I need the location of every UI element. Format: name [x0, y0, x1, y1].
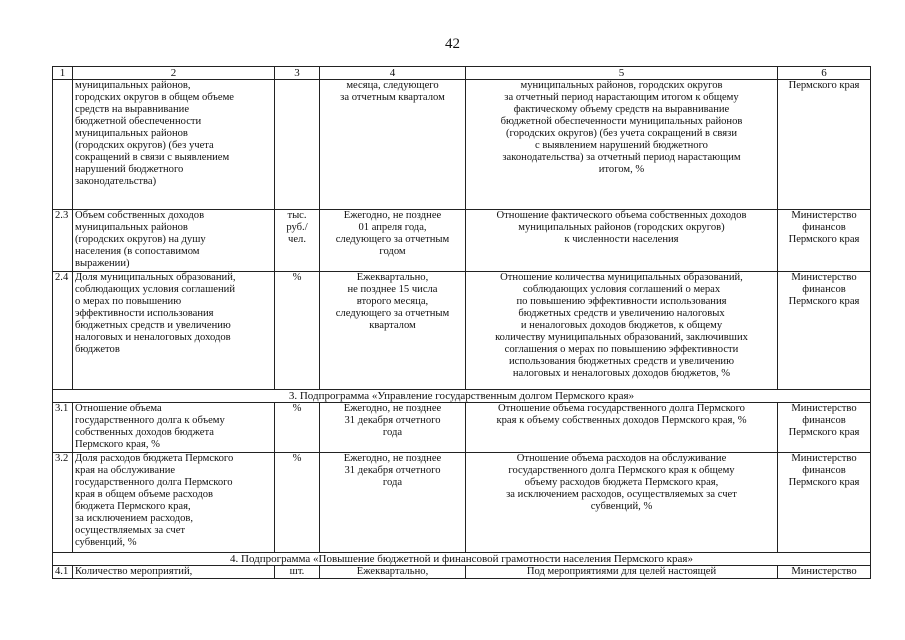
table-header-row: [53, 67, 871, 80]
table-row: [53, 453, 871, 553]
reporting-period: Ежегодно, не позднее 31 декабря отчетного года: [320, 453, 466, 553]
column-header-6: 6: [778, 67, 871, 80]
indicator-name: Доля расходов бюджета Пермского края на обслуживание государственного долга Пермского края в общем объеме расходов бюджета Пермского края, за исключением расходов, осуществляемых за счет субвенций, %: [73, 453, 275, 553]
row-number: 4.1: [53, 566, 73, 579]
column-header-5: 5: [466, 67, 778, 80]
calculation-method: муниципальных районов, городских округов за отчетный период нарастающим итогом к общему фактическому объему средств на выравнивание бюджетной обеспеченности муниципальных районов (городских округов) (без учета сокращений в связи с выявлением нарушений бюджетного законодательства) за отчетный период нарастающим итогом, %: [466, 80, 778, 210]
table-row: [53, 80, 871, 210]
responsible: Министерство финансов Пермского края: [778, 210, 871, 272]
table-row: [53, 272, 871, 390]
reporting-period: Ежегодно, не позднее 31 декабря отчетного года: [320, 403, 466, 453]
reporting-period: Ежеквартально,: [320, 566, 466, 579]
unit: [275, 80, 320, 210]
unit: тыс. руб./ чел.: [275, 210, 320, 272]
reporting-period: месяца, следующего за отчетным кварталом: [320, 80, 466, 210]
section-title: 4. Подпрограмма «Повышение бюджетной и финансовой грамотности населения Пермского края»: [53, 553, 871, 566]
row-number: [53, 80, 73, 210]
responsible: Министерство финансов Пермского края: [778, 272, 871, 390]
section-row: [53, 390, 871, 403]
responsible: Министерство финансов Пермского края: [778, 453, 871, 553]
unit: %: [275, 272, 320, 390]
table-row: [53, 210, 871, 272]
calculation-method: Отношение объема расходов на обслуживание государственного долга Пермского края к общему объему расходов бюджета Пермского края, за исключением расходов, осуществляемых за счет субвенций, %: [466, 453, 778, 553]
table-row: [53, 403, 871, 453]
indicator-name: Количество мероприятий,: [73, 566, 275, 579]
calculation-method: Отношение фактического объема собственных доходов муниципальных районов (городских округов) к численности населения: [466, 210, 778, 272]
column-header-1: 1: [53, 67, 73, 80]
column-header-2: 2: [73, 67, 275, 80]
responsible: Министерство: [778, 566, 871, 579]
unit: %: [275, 453, 320, 553]
row-number: 2.4: [53, 272, 73, 390]
indicators-table: [52, 66, 871, 579]
reporting-period: Ежегодно, не позднее 01 апреля года, следующего за отчетным годом: [320, 210, 466, 272]
section-title: 3. Подпрограмма «Управление государственным долгом Пермского края»: [53, 390, 871, 403]
calculation-method: Под мероприятиями для целей настоящей: [466, 566, 778, 579]
indicator-name: Доля муниципальных образований, соблюдающих условия соглашений о мерах по повышению эффективности использования бюджетных средств и увеличению налоговых и неналоговых доходов бюджетов: [73, 272, 275, 390]
row-number: 2.3: [53, 210, 73, 272]
page-number: 42: [445, 36, 460, 52]
responsible: Пермского края: [778, 80, 871, 210]
unit: %: [275, 403, 320, 453]
reporting-period: Ежеквартально, не позднее 15 числа второго месяца, следующего за отчетным кварталом: [320, 272, 466, 390]
unit: шт.: [275, 566, 320, 579]
indicator-name: Объем собственных доходов муниципальных районов (городских округов) на душу населения (в сопоставимом выражении): [73, 210, 275, 272]
responsible: Министерство финансов Пермского края: [778, 403, 871, 453]
table-row: [53, 566, 871, 579]
calculation-method: Отношение объема государственного долга Пермского края к объему собственных доходов Пермского края, %: [466, 403, 778, 453]
section-row: [53, 553, 871, 566]
column-header-3: 3: [275, 67, 320, 80]
indicator-name: муниципальных районов, городских округов в общем объеме средств на выравнивание бюджетной обеспеченности муниципальных районов (городских округов) (без учета сокращений в связи с выявлением нарушений бюджетного законодательства): [73, 80, 275, 210]
row-number: 3.2: [53, 453, 73, 553]
calculation-method: Отношение количества муниципальных образований, соблюдающих условия соглашений о мерах по повышению эффективности использования бюджетных средств и увеличению налоговых и неналоговых доходов бюджетов, к общему количеству муниципальных образований, заключивших соглашения о мерах по повышению эффективности использования бюджетных средств и увеличению налоговых и неналоговых доходов бюджетов, %: [466, 272, 778, 390]
column-header-4: 4: [320, 67, 466, 80]
row-number: 3.1: [53, 403, 73, 453]
indicator-name: Отношение объема государственного долга к объему собственных доходов бюджета Пермского края, %: [73, 403, 275, 453]
